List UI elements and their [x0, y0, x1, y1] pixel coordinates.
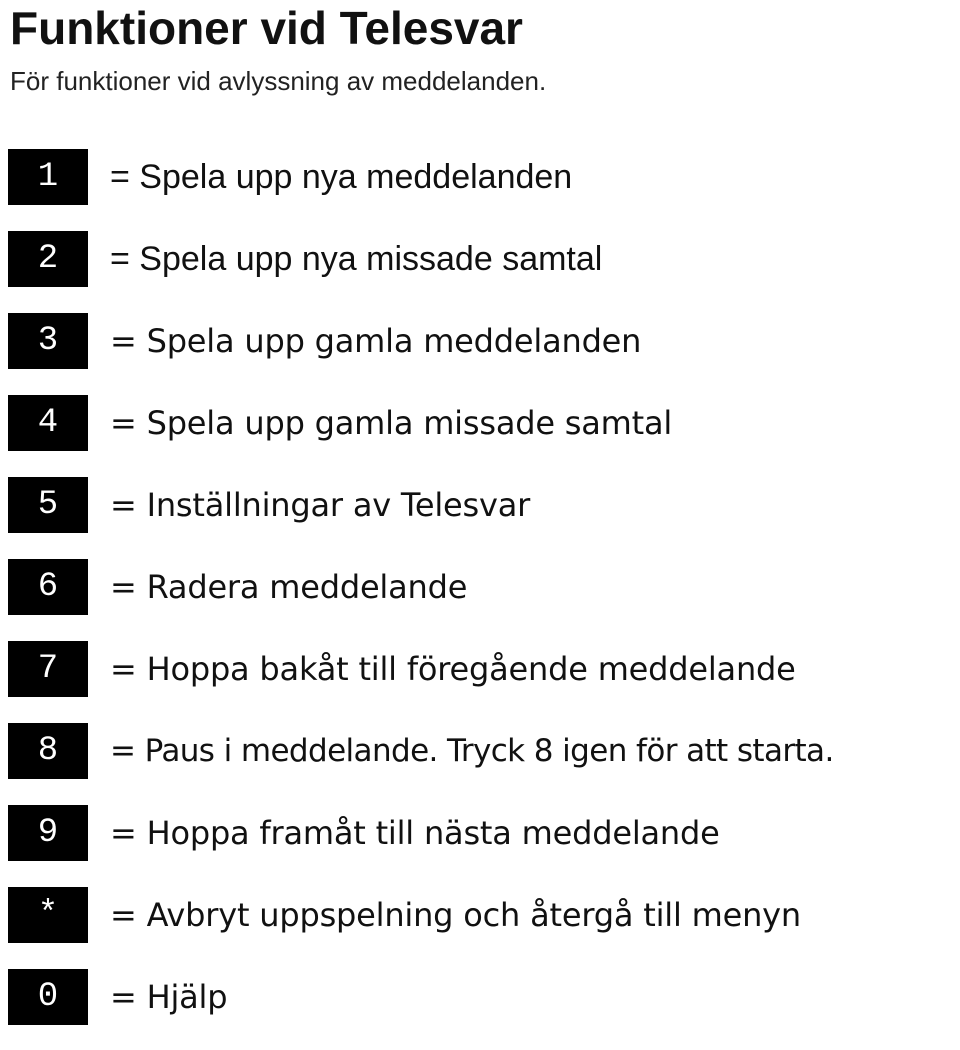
key-8-box: 8	[8, 723, 88, 779]
key-1-description: = Spela upp nya meddelanden	[110, 158, 573, 196]
key-9-box: 9	[8, 805, 88, 861]
key-1-box: 1	[8, 149, 88, 205]
key-row-6	[8, 558, 960, 616]
key-row-0	[8, 968, 960, 1026]
page-title: Funktioner vid Telesvar	[10, 2, 523, 54]
key-function-list	[8, 148, 960, 1050]
key-row-5	[8, 476, 960, 534]
key-row-8	[8, 722, 960, 780]
key-6-box: 6	[8, 559, 88, 615]
key-star-description: = Avbryt uppspelning och återgå till menyn	[110, 896, 801, 934]
key-9-description: = Hoppa framåt till nästa meddelande	[110, 814, 720, 852]
key-4-description: = Spela upp gamla missade samtal	[110, 404, 673, 442]
key-2-box: 2	[8, 231, 88, 287]
key-row-2	[8, 230, 960, 288]
key-row-9	[8, 804, 960, 862]
key-row-1	[8, 148, 960, 206]
key-0-box: 0	[8, 969, 88, 1025]
key-4-box: 4	[8, 395, 88, 451]
key-7-description: = Hoppa bakåt till föregående meddelande	[110, 650, 796, 688]
key-row-3	[8, 312, 960, 370]
key-row-4	[8, 394, 960, 452]
key-8-description: = Paus i meddelande. Tryck 8 igen för att starta.	[110, 733, 834, 769]
key-0-description: = Hjälp	[110, 978, 228, 1016]
key-2-description: = Spela upp nya missade samtal	[110, 240, 603, 278]
key-3-description: = Spela upp gamla meddelanden	[110, 322, 642, 360]
key-3-box: 3	[8, 313, 88, 369]
key-row-7	[8, 640, 960, 698]
key-5-box: 5	[8, 477, 88, 533]
page-subtitle: För funktioner vid avlyssning av meddelanden.	[10, 66, 547, 96]
key-star-box: *	[8, 887, 88, 943]
key-6-description: = Radera meddelande	[110, 568, 468, 606]
key-row-star	[8, 886, 960, 944]
key-5-description: = Inställningar av Telesvar	[110, 486, 531, 524]
key-7-box: 7	[8, 641, 88, 697]
